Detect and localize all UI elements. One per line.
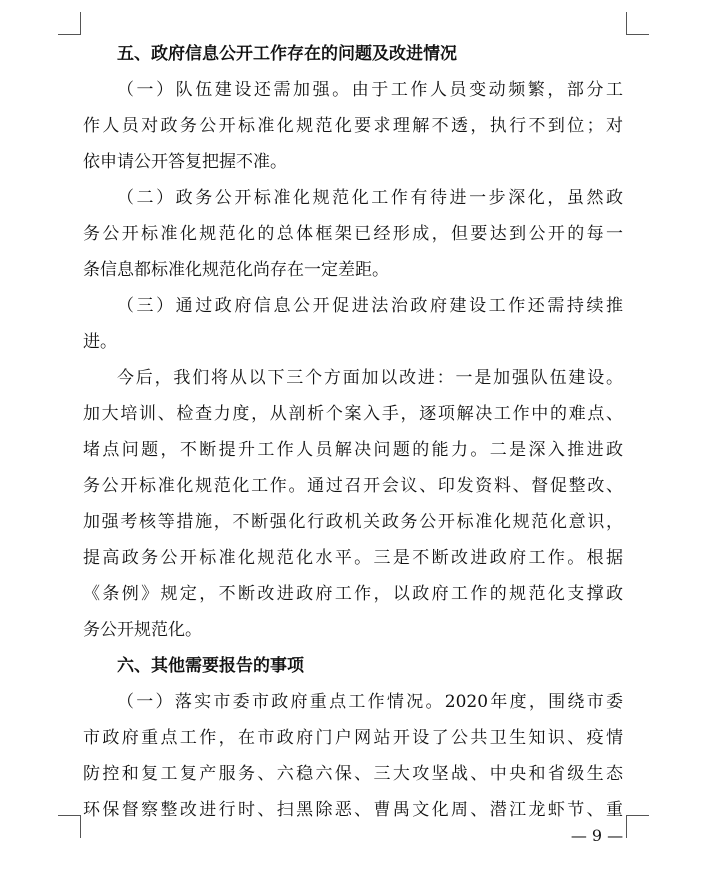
section-5-heading: 五、政府信息公开工作存在的问题及改进情况 <box>117 44 457 64</box>
section-5-para-4-line-2: 加大培训、检查力度，从剖析个案入手，逐项解决工作中的难点、 <box>83 404 623 424</box>
section-5-para-4-line-1: 今后，我们将从以下三个方面加以改进：一是加强队伍建设。 <box>117 368 623 388</box>
section-5-para-4-line-4: 务公开标准化规范化工作。通过召开会议、印发资料、督促整改、 <box>83 476 623 496</box>
section-5-para-4-line-7: 《条例》规定，不断改进政府工作，以政府工作的规范化支撑政 <box>83 584 623 604</box>
crop-mark-top-left <box>58 12 81 35</box>
section-5-para-4-line-5: 加强考核等措施，不断强化行政机关政务公开标准化规范化意识， <box>83 512 623 532</box>
section-6-para-1-line-3: 防控和复工复产服务、六稳六保、三大攻坚战、中央和省级生态 <box>83 764 623 784</box>
section-5-para-2-line-1: （二）政务公开标准化规范化工作有待进一步深化，虽然政 <box>117 188 623 208</box>
section-5-para-1-line-2: 作人员对政务公开标准化规范化要求理解不透，执行不到位；对 <box>83 116 623 136</box>
section-5-para-4-line-6: 提高政务公开标准化规范化水平。三是不断改进政府工作。根据 <box>83 548 623 568</box>
section-5-para-1-line-1: （一）队伍建设还需加强。由于工作人员变动频繁，部分工 <box>117 80 623 100</box>
page-number: — 9 — <box>570 826 624 845</box>
section-5-para-2-line-3: 条信息都标准化规范化尚存在一定差距。 <box>83 260 389 280</box>
section-5-para-2-line-2: 务公开标准化规范化的总体框架已经形成，但要达到公开的每一 <box>83 224 623 244</box>
section-5-para-3-line-2: 进。 <box>83 332 117 352</box>
section-6-para-1-line-4: 环保督察整改进行时、扫黑除恶、曹禺文化周、潜江龙虾节、重 <box>83 800 623 820</box>
section-6-heading: 六、其他需要报告的事项 <box>117 656 304 676</box>
section-6-para-1-line-1: （一）落实市委市政府重点工作情况。2020年度，围绕市委 <box>117 692 623 712</box>
section-5-para-4-line-8: 务公开规范化。 <box>83 620 202 640</box>
section-5-para-1-line-3: 依申请公开答复把握不准。 <box>83 152 287 172</box>
crop-mark-top-right <box>626 12 649 35</box>
section-5-para-4-line-3: 堵点问题，不断提升工作人员解决问题的能力。二是深入推进政 <box>83 440 623 460</box>
section-5-para-3-line-1: （三）通过政府信息公开促进法治政府建设工作还需持续推 <box>117 296 623 316</box>
section-6-para-1-line-2: 市政府重点工作，在市政府门户网站开设了公共卫生知识、疫情 <box>83 728 623 748</box>
crop-mark-bottom-left <box>58 815 81 838</box>
